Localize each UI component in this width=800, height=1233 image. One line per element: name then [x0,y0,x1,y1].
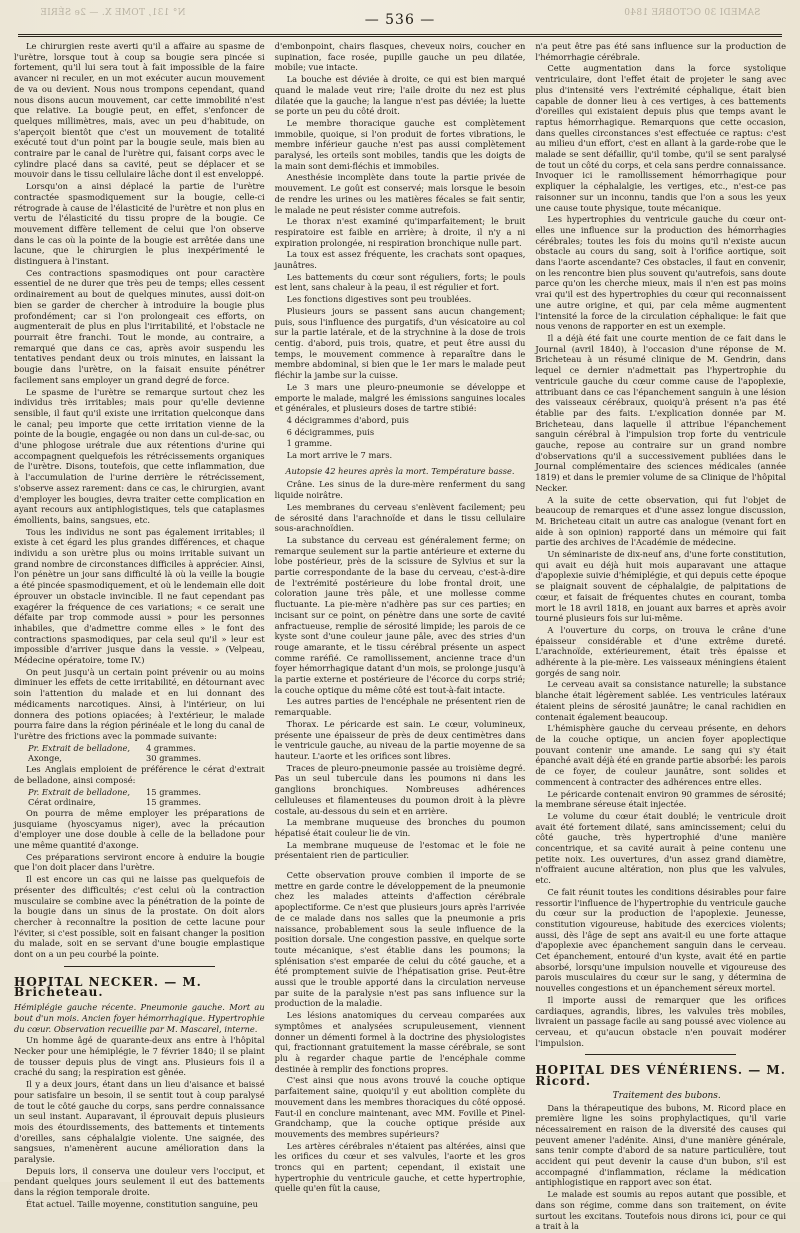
case-title: Hémiplégie gauche récente. Pneumonie gauche. Mort au bout d'un mois. Ancien foyer hémorrhagique. Hypertrophie du cœur. Observation recueillie par M. Mascarel, interne. [14,1002,265,1034]
paragraph: On peut jusqu'à un certain point prévenir ou au moins diminuer les effets de cette irritabilité, en détournant avec soin l'attention du malade et en lui donnant des médicaments narcotiques. Ainsi, à l'intérieur, on lui donnera des potions opiacées; à l'extérieur, le malade pourra faire dans la région périnéale et le long du canal de l'urètre des frictions avec la pommade suivante: [14,666,265,741]
paragraph: d'embonpoint, chairs flasques, cheveux noirs, coucher en supination, face rosée, pupille gauche un peu dilatée, mobile; vue intacte. [274,41,526,73]
quantity: 15 grammes. [146,797,201,808]
paragraph: Depuis lors, il conserva une douleur vers l'occiput, et pendant quelques jours seulement il eut des battements dans la région temporale droite. [14,1165,265,1198]
column-1 [14,41,265,1233]
dose-line: 1 gramme. [286,438,333,449]
paragraph: Le membre thoracique gauche est complètement immobile, quoique, si l'on produit de fortes vibrations, le membre inférieur gauche n'est pas aussi complètement paralysé, les orteils sont mobiles, tandis que les doigts de la main sont demi-fléchis et immobiles. [274,117,526,171]
paragraph: Il a déjà été fait une courte mention de ce fait dans le Journal (avril 1840), à l'occasion d'une réponse de M. Bricheteau à un résumé clinique de M. Gendrin, dans lequel ce dernier n'admettait pas l'hypertrophie du ventricule gauche du cœur comme cause de l'apoplexie, attribuant dans ce cas l'épanchement sanguin à une lésion des vaisseaux cérébraux, quoiqu'à présent n'a pas été établie par des faits. L'explication donnée par M. Bricheteau, dans laquelle il attribue l'épanchement sanguin cérébral à l'impulsion trop forte du ventricule gauche, repose au contraire sur un grand nombre d'observations qu'il a successivement publiées dans le Journal complémentaire des sciences médicales (année 1819) et dans le premier volume de sa Clinique de l'hôpital Necker. [535,332,787,493]
formula-line [14,753,265,764]
paragraph: État actuel. Taille moyenne, constitution sanguine, peu [26,1198,258,1209]
paragraph: L'hémisphère gauche du cerveau présente, en dehors de la couche optique, un ancien foyer apoplectique pouvant contenir une amande. Le sang qui s'y était épanché avait déjà été en grande partie absorbé: les parois de ce foyer, de couleur jaunâtre, sont solides et commencent à contracter des adhérences entre elles. [535,723,787,787]
page-number: — 536 — [364,12,436,28]
quantity: 4 grammes. [146,742,196,753]
paragraph: Le malade est soumis au repos autant que possible, et dans son régime, comme dans son traitement, on évite surtout les excitans. Toutefois nous dirons ici, pour ce qui a trait à la [535,1189,787,1232]
quantity: 30 grammes. [146,753,201,764]
section-divider [64,966,214,967]
paragraph: Crâne. Les sinus de la dure-mère renferment du sang liquide noirâtre. [274,479,526,501]
paragraph: Le chirurgien reste averti qu'il a affaire au spasme de l'urètre, lorsque tout à coup sa bougie sera pincée si fortement, qu'il lui sera tout à fait impossible de la faire avancer ni reculer, en un mot exécuter aucun mouvement de va ou devient. Nous nous trompons cependant, quand nous disons aucun mouvement, car cette immobilité n'est que relative. La bougie peut, en effet, s'enfoncer de quelques millimètres, mais, avec un peu d'habitude, on s'aperçoit bientôt que c'est un mouvement de totalité exécuté tout d'un point par la bougie seule, mais bien au contraire par le canal de l'urètre qui, faisant corps avec le cylindre placé dans sa cavité, peut se déplacer et se mouvoir dans le tissu cellulaire lâche dont il est enveloppé. [14,41,265,180]
paragraph: Les autres parties de l'encéphale ne présentent rien de remarquable. [274,696,526,718]
ingredient: Axonge, [28,753,62,764]
paragraph: Le spasme de l'urètre se remarque surtout chez les individus très irritables; mais pour qu'elle devienne sensible, il faut qu'il existe une irritation quelconque dans le canal; peu importe que cette irritation vienne de la pointe de la bougie, engagée ou non dans un cul-de-sac, ou d'une phlogose urétrale due aux rétentions d'urine qui accompagnent quelquefois les rétrécissements organiques de l'urètre. Disons, toutefois, que cette inflammation, due à l'accumulation de l'urine derrière le rétrécissement, s'observe assez rarement: dans ce cas, le chirurgien, avant d'employer les bougies, devra traiter cette complication en ayant recours aux antiphlogistiques, tels que cataplasmes émollients, bains, sangsues, etc. [14,386,265,525]
bleed-through-text: SAMEDI 30 OCTOBRE 1840 [623,8,760,18]
paragraph: C'est ainsi que nous avons trouvé la couche optique parfaitement saine, quoiqu'il y eut abolition complète du mouvement dans les membres thoraciques du côté opposé. Faut-il en conclure maintenant, avec MM. Foville et Pinel-Grandchamp, que la couche optique préside aux mouvements des membres supérieurs? [274,1075,526,1139]
paragraph: Ces préparations serviront encore à enduire la bougie que l'on doit placer dans l'urètre. [14,851,265,873]
paragraph: Un homme âgé de quarante-deux ans entre à l'hôpital Necker pour une hémiplégie, le 7 février 1840; il se plaint de tousser depuis plus de vingt ans. Plusieurs fois il a craché du sang; la respiration est gênée. [14,1035,265,1078]
formula-line [14,797,265,808]
paragraph: Cette observation prouve combien il importe de se mettre en garde contre le développement de la pneumonie chez les malades atteints d'affection cérébrale apoplectiforme. Ce n'est que plusieurs jours après l'arrivée de ce malade dans nos salles que la pneumonie a pris naissance, probablement sous la seule influence de la position dorsale. Une congestion passive, en quelque sorte toute mécanique, s'est établie dans les poumons; la splénisation s'est emparée de celui du côté gauche, et a été promptement suivie de l'hépatisation grise. Peut-être aussi que le trouble apporté dans la circulation nerveuse par suite de la paralysie n'est pas sans influence sur la production de la maladie. [274,870,526,1009]
paragraph: Les lésions anatomiques du cerveau comparées aux symptômes et analysées scrupuleusement, viennent donner un démenti formel à la doctrine des physiologistes qui, fractionnant gratuitement la masse cérébrale, se sont plu à regarder chaque partie de l'encéphale comme destinée à remplir des fonctions propres. [274,1010,526,1074]
paragraph: La bouche est déviée à droite, ce qui est bien marqué quand le malade veut rire; l'aile droite du nez est plus dilatée que la gauche; la langue n'est pas déviée; la luette se porte un peu du côté droit. [274,74,526,117]
paragraph: Il y a deux jours, étant dans un lieu d'aisance et baissé pour satisfaire un besoin, il se sentit tout à coup paralysé de tout le côté gauche du corps, sans perdre connaissance un seul instant. Auparavant, il éprouvait depuis plusieurs mois des étourdissements, des battements et tintements d'oreilles, sans céphalalgie violente. Une saignée, des sangsues, n'amenèrent aucune amélioration dans la paralysie. [14,1079,265,1165]
paragraph: Traces de pleuro-pneumonie passée au troisième degré. Pas un seul tubercule dans les poumons ni dans les ganglions bronchiques. Nombreuses adhérences celluleuses et filamenteuses du poumon droit à la plèvre costale, au-dessous du sein et en arrière. [274,762,526,816]
paragraph: Plusieurs jours se passent sans aucun changement; puis, sous l'influence des purgatifs, d'un vésicatoire au col sur la partie latérale, et de la strychnine à la dose de trois centig. d'abord, puis trois, quatre, et peut être aussi du temps, le mouvement commence à reparaître dans le membre abdominal, si bien que le 1er mars le malade peut fléchir la jambe sur la cuisse. [274,305,526,381]
text-columns [14,41,786,1233]
paragraph: A la suite de cette observation, qui fut l'objet de beaucoup de remarques et d'une assez longue discussion, M. Bricheteau citait un autre cas analogue (venant fort en aide à son opinion) rapporté dans un mémoire qui fait partie des archives de l'Académie de médecine. [535,494,787,548]
header-rule [18,34,782,37]
paragraph: La mort arrive le 7 mars. [286,450,393,461]
paragraph: Un séminariste de dix-neuf ans, d'une forte constitution, qui avait eu déjà huit mois auparavant une attaque d'apoplexie suivie d'hémiplégie, et qui depuis cette époque se plaignait souvent de céphalalgie, de palpitations de cœur, et faisait de fréquentes chutes en courant, tomba mort le 18 avril 1818, en jouant aux barres et après avoir tourné plusieurs fois sur lui-même. [535,549,787,624]
paragraph: Il est encore un cas qui ne laisse pas quelquefois de présenter des difficultés; c'est celui où la contraction musculaire se combine avec la pénétration de la pointe de la bougie dans un sinus de la prostate. On doit alors chercher à reconnaître la position de cette lacune pour l'éviter, si c'est possible, soit en faisant changer la position du malade, soit en se servant d'une bougie emplastique dont on a un peu courbé la pointe. [14,874,265,960]
paragraph: Les hypertrophies du ventricule gauche du cœur ont-elles une influence sur la production des hémorrhagies cérébrales; toutes les fois du moins qu'il n'existe aucun obstacle au cours du sang, soit à l'orifice aortique, soit dans l'aorte ascendante? Ces obstacles, il faut en convenir, on les rencontre bien plus souvent qu'autrefois, sans doute parce qu'on les cherche mieux, mais il n'en est pas moins vrai qu'il est des hypertrophies du cœur qui reconnaissent une autre origine, et qui, par cela même augmentent l'intensité la force de la circulation céphalique: le fait que nous venons de rapporter en est un exemple. [535,214,787,332]
paragraph: Ces contractions spasmodiques ont pour caractère essentiel de ne durer que très peu de temps; elles cessent ordinairement au bout de quelques minutes, aussi doit-on bien se garder de chercher à introduire la bougie plus profondément; car si l'on prolongeait ces efforts, on augmenterait de plus en plus l'irritabilité, et l'obstacle ne pourrait être franchi. Tout le monde, au contraire, a remarqué que dans ce cas, après avoir suspendu les tentatives pendant deux ou trois minutes, en laissant la bougie dans l'urètre, on la faisait ensuite pénétrer facilement sans employer un grand degré de force. [14,267,265,385]
dose-line: 6 décigrammes, puis [286,426,375,437]
paragraph: Les artères cérébrales n'étaient pas altérées, ainsi que les orifices du cœur et ses valvules, l'aorte et les gros troncs qui en partent; cependant, il existait une hypertrophie du ventricule gauche, et cette hypertrophie, quelle qu'en fût la cause, [274,1140,526,1194]
paragraph: Ce fait réunit toutes les conditions désirables pour faire ressortir l'influence de l'hypertrophie du ventricule gauche du cœur sur la production de l'apoplexie. Jeunesse, constitution vigoureuse, habitude des exercices violents; aussi, dès l'âge de sept ans avait-il eu une forte attaque d'apoplexie avec épanchement sanguin dans le cerveau. Cet épanchement, entouré d'un kyste, avait été en partie absorbé, lorsqu'une impulsion nouvelle et vigoureuse des parois musculaires du cœur sur le sang, y détermina de nouvelles congestions et un épanchement séreux mortel. [535,886,787,994]
ingredient: Pr. Extrait de belladone, [28,786,131,797]
paragraph: La membrane muqueuse des bronches du poumon hépatisé était couleur lie de vin. [274,817,526,838]
column-3 [535,41,786,1233]
spacer [275,862,526,870]
paragraph: Le 3 mars une pleuro-pneumonie se développe et emporte le malade, malgré les émissions sanguines locales et générales, et plusieurs doses de tartre stibié: [274,381,526,414]
paragraph: n'a peut être pas été sans influence sur la production de l'hémorrhagie cérébrale. [535,41,787,62]
dose-line: 4 décigrammes d'abord, puis [286,414,409,425]
section-title: HOPITAL DES VÉNÉRIENS. — M. Ricord. [535,1063,786,1089]
paragraph: Le péricarde contenait environ 90 grammes de sérosité; la membrane séreuse était injectée. [535,788,787,810]
ingredient: Cérat ordinaire, [28,797,96,808]
paragraph: Le cerveau avait sa consistance naturelle; la substance blanche était légèrement sablée. Les ventricules latéraux étaient pleins de sérosité jaunâtre; le canal rachidien en contenait également beaucoup. [535,679,787,722]
paragraph: Lorsqu'on a ainsi déplacé la partie de l'urètre contractée spasmodiquement sur la bougie, celle-ci rétrograde à cause de l'élasticité de l'urètre et non plus en vertu de l'élasticité du tissu propre de la bougie. Ce mouvement diffère tellement de celui que l'on observe dans le cas où la pointe de la bougie est arrêtée dans une lacune, que le chirurgien le plus inexpérimenté le distinguera à l'instant. [14,181,265,267]
paragraph: Les Anglais emploient de préférence le cérat d'extrait de belladone, ainsi composé: [14,764,265,785]
formula-line [14,743,265,754]
paragraph: Thorax. Le péricarde est sain. Le cœur, volumineux, présente une épaisseur de près de deux centimètres dans le ventricule gauche, au niveau de la partie moyenne de sa hauteur. L'aorte et les orifices sont libres. [274,718,526,761]
paragraph: Tous les individus ne sont pas également irritables; il existe à cet égard les plus grandes différences, et chaque individu a son urètre plus ou moins irritable suivant un grand nombre de circonstances difficiles à apprécier. Ainsi, l'on pénètre un jour sans difficulté là où la veille la bougie a été pincée spasmodiquement, et où le lendemain elle doit éprouver un obstacle invincible. Il ne faut cependant pas exagérer la fréquence de ces variations; « ce serait une défaite par trop commode aussi » pour les personnes inhabiles, que d'admettre comme elles » le font des contractions spasmodiques, par cela seul qu'il » leur est impossible d'arriver jusque dans la vessie. » (Velpeau, Médecine opératoire, tome IV.) [14,526,265,666]
column-2 [275,41,526,1233]
running-head [14,6,786,34]
quantity: 15 grammes. [146,786,201,797]
paragraph: Le thorax n'est examiné qu'imparfaitement; le bruit respiratoire est faible en arrière; à droite, il n'y a ni expiration prolongée, ni respiration bronchique nulle part. [274,216,526,248]
paragraph: Dans la thérapeutique des bubons, M. Ricord place en première ligne les soins prophylactiques, qu'il varie nécessairement en raison de la diversité des causes qui peuvent amener l'adénite. Ainsi, d'une manière générale, sans tenir compte d'abord de sa nature particulière, tout accident qui peut devenir la cause d'un bubon, s'il est accompagné d'inflammation, réclame la médication antiphlogistique en rapport avec son état. [535,1102,787,1188]
paragraph: Les fonctions digestives sont peu troublées. [286,294,472,305]
paragraph: A l'ouverture du corps, on trouva le crâne d'une épaisseur considérable et d'une extrême dureté. L'arachnoïde, extérieurement, était très épaisse et adhérente à la pie-mère. Les vaisseaux méningiens étaient gorgés de sang noir. [535,624,787,678]
paragraph: La substance du cerveau est généralement ferme; on remarque seulement sur la partie antérieure et externe du lobe postérieur, près de la scissure de Sylvius et sur la partie correspondante de la base du cerveau, c'est-à-dire de l'extrémité postérieure du lobe frontal droit, une coloration jaune très pâle, et une mollesse comme fluctuante. La pie-mère n'adhère pas sur ces parties; en incisant sur ce point, on pénètre dans une sorte de cavité anfractueuse, remplie de sérosité limpide; les parois de ce kyste sont d'une couleur jaune pâle, avec des stries d'un rouge amarante, et le tissu cérébral présente un aspect comme raréfié. Ce ramollissement, ancienne trace d'un foyer hémorrhagique datant d'un mois, se prolonge jusqu'à la partie externe et postérieure de l'écorce du corps strié; la couche optique du même côté est tout-à-fait intacte. [274,534,526,695]
paragraph: Le volume du cœur était doublé; le ventricule droit avait été fortement dilaté, sans amincissement; celui du côté gauche, très hypertrophié d'une manière concentrique, et sa cavité aurait à peine contenu une petite noix. Les ouvertures, d'un assez grand diamètre, n'offraient aucune altération, non plus que les valvules, etc. [535,810,787,886]
paragraph: Les membranes du cerveau s'enlèvent facilement; peu de sérosité dans l'arachnoïde et dans le tissu cellulaire sous-arachnoïdien. [274,501,526,534]
paragraph: La membrane muqueuse de l'estomac et le foie ne présentaient rien de particulier. [274,839,526,861]
section-title: HOPITAL NECKER. — M. Bricheteau. [14,974,202,1000]
paragraph: La toux est assez fréquente, les crachats sont opaques, jaunâtres. [274,249,526,271]
paragraph: Il importe aussi de remarquer que les orifices cardiaques, agrandis, libres, les valvules très mobiles, livraient un passage facile au sang poussé avec violence au cerveau, et qu'aucun obstacle n'en pouvait modérer l'impulsion. [535,994,787,1048]
autopsy-heading: Autopsie 42 heures après la mort. Température basse. [285,465,515,476]
section-divider [585,1054,735,1055]
paragraph: Anesthésie incomplète dans toute la partie privée de mouvement. Le goût est conservé; mais lorsque le besoin de rendre les urines ou les matières fécales se fait sentir, le malade ne peut résister comme autrefois. [274,172,526,215]
ingredient: Pr. Extrait de belladone, [28,742,131,753]
paragraph: On pourra de même employer les préparations de jusquiame (hyoscyamus niger), avec la précaution d'employer une dose double à celle de la belladone pour une même quantité d'axonge. [14,807,265,851]
paragraph: Les battements du cœur sont réguliers, forts; le pouls est lent, sans chaleur à la peau, il est régulier et fort. [274,271,526,293]
formula-line [14,787,265,798]
section-subtitle: Traitement des bubons. [612,1090,721,1101]
bleed-through-text: N° 131, TOME X. — 2e SÉRIE [40,8,186,18]
paragraph: Cette augmentation dans la force systolique ventriculaire, dont l'effet était de projeter le sang avec plus d'intensité vers l'extrémité céphalique, était bien capable de donner lieu à ces vertiges, à ces battements d'oreilles qui existaient depuis plus que temps avant le raptus hémorrhagique. Remarquons que cette occasion, dans quelles circonstances s'est effectuée ce raptus: c'est au milieu d'un effort, c'est en allant à la garde-robe que le malade se sent défaillir, qu'il tombe, qu'il se sent paralysé de tout un côté du corps, et cela sans perdre connaissance. Invoquer ici le ramollissement hémorrhagique pour expliquer la céphalalgie, les vertiges, etc., n'est-ce pas raisonner sur un inconnu, tandis que l'on a sous les yeux une cause toute physique, toute mécanique. [535,63,787,213]
